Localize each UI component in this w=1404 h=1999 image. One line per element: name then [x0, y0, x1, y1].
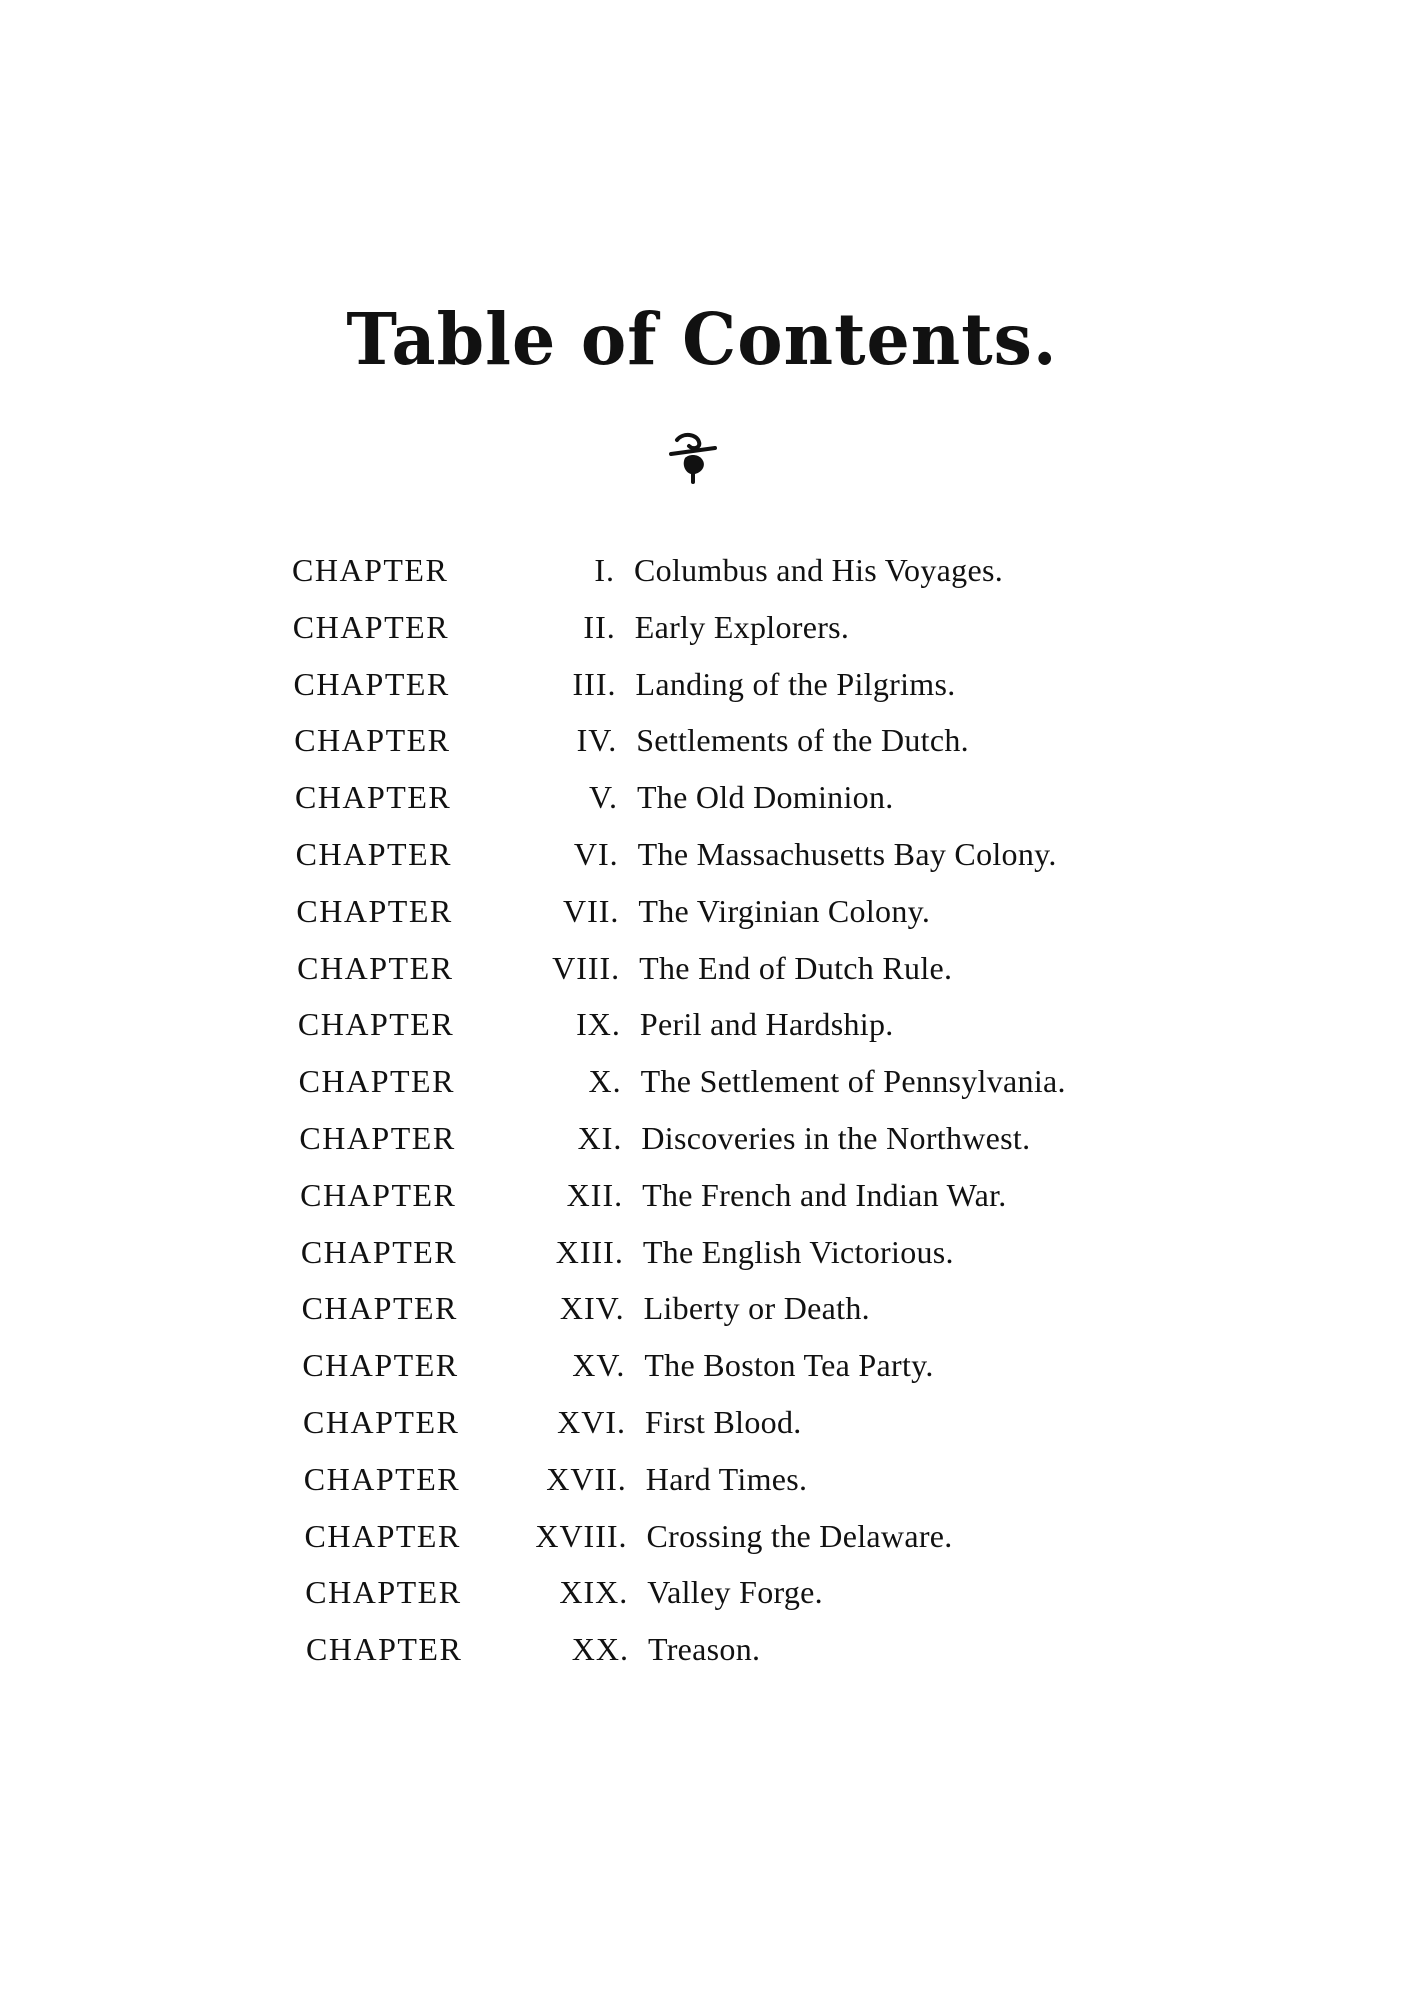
chapter-label: CHAPTER — [304, 1517, 461, 1554]
chapter-label: CHAPTER — [300, 1233, 458, 1270]
chapter-number: IV. — [576, 722, 618, 759]
chapter-number: IX. — [576, 1006, 621, 1043]
toc-entry — [0, 1514, 1404, 1571]
chapter-number: XIX. — [559, 1574, 629, 1611]
table-of-contents — [0, 548, 1404, 1684]
chapter-title: The English Victorious. — [642, 1233, 954, 1270]
chapter-number: XIV. — [559, 1290, 625, 1327]
chapter-number: VII. — [562, 892, 620, 929]
chapter-title: Hard Times. — [645, 1460, 808, 1497]
chapter-number: VIII. — [552, 949, 621, 986]
chapter-title: Liberty or Death. — [643, 1290, 870, 1327]
chapter-label: CHAPTER — [293, 665, 450, 702]
chapter-title: Valley Forge. — [647, 1574, 823, 1611]
toc-entry — [0, 1230, 1404, 1287]
chapter-title: Settlements of the Dutch. — [636, 722, 969, 759]
chapter-label: CHAPTER — [295, 835, 452, 872]
chapter-number: I. — [594, 552, 615, 588]
chapter-title: Peril and Hardship. — [639, 1006, 894, 1043]
toc-entry — [0, 1457, 1404, 1514]
chapter-number: XV. — [572, 1347, 626, 1384]
chapter-title: The Old Dominion. — [636, 779, 894, 816]
chapter-number: XVII. — [546, 1460, 627, 1497]
chapter-label: CHAPTER — [301, 1290, 458, 1327]
chapter-title: Columbus and His Voyages. — [634, 552, 1003, 588]
chapter-label: CHAPTER — [296, 892, 453, 929]
chapter-title: The Virginian Colony. — [638, 892, 931, 929]
chapter-title: The Settlement of Pennsylvania. — [640, 1063, 1066, 1100]
toc-entry — [0, 1570, 1404, 1627]
toc-entry — [0, 718, 1404, 775]
toc-entry — [0, 946, 1404, 1003]
toc-entry — [0, 1002, 1404, 1059]
toc-entry — [0, 605, 1404, 662]
chapter-label: CHAPTER — [303, 1403, 460, 1440]
chapter-label: CHAPTER — [292, 608, 450, 645]
chapter-number: III. — [572, 665, 617, 702]
chapter-number: II. — [583, 608, 616, 645]
chapter-title: Landing of the Pilgrims. — [635, 665, 956, 702]
toc-entry — [0, 662, 1404, 719]
toc-entry — [0, 548, 1404, 605]
chapter-title: The End of Dutch Rule. — [639, 949, 953, 986]
toc-entry — [0, 1173, 1404, 1230]
chapter-label: CHAPTER — [299, 1119, 456, 1156]
toc-entry — [0, 832, 1404, 889]
chapter-number: XX. — [571, 1631, 629, 1668]
chapter-label: CHAPTER — [306, 1631, 463, 1668]
chapter-label: CHAPTER — [297, 949, 454, 986]
chapter-label: CHAPTER — [298, 1063, 455, 1100]
toc-entry — [0, 1286, 1404, 1343]
toc-entry — [0, 1627, 1404, 1684]
chapter-number: XI. — [577, 1119, 623, 1156]
toc-entry — [0, 1116, 1404, 1173]
chapter-label: CHAPTER — [305, 1574, 462, 1611]
chapter-number: XII. — [566, 1176, 624, 1213]
chapter-label: CHAPTER — [300, 1176, 457, 1213]
chapter-title: First Blood. — [645, 1403, 802, 1440]
fleuron-icon — [663, 430, 723, 484]
chapter-number: V. — [588, 779, 618, 816]
toc-entry — [0, 1059, 1404, 1116]
chapter-title: The Massachusetts Bay Colony. — [637, 835, 1057, 872]
chapter-label: CHAPTER — [292, 552, 449, 588]
chapter-number: XIII. — [555, 1233, 624, 1270]
toc-entry — [0, 1400, 1404, 1457]
chapter-title: Discoveries in the Northwest. — [641, 1119, 1031, 1156]
chapter-number: X. — [588, 1063, 622, 1100]
chapter-title: The French and Indian War. — [642, 1176, 1007, 1213]
chapter-number: XVIII. — [535, 1517, 628, 1554]
toc-entry — [0, 775, 1404, 832]
chapter-label: CHAPTER — [302, 1347, 459, 1384]
chapter-label: CHAPTER — [297, 1006, 455, 1043]
chapter-title: Early Explorers. — [634, 608, 850, 645]
chapter-label: CHAPTER — [294, 779, 452, 816]
chapter-number: XVI. — [557, 1403, 627, 1440]
toc-entry — [0, 1343, 1404, 1400]
toc-entry — [0, 889, 1404, 946]
chapter-label: CHAPTER — [294, 722, 451, 759]
chapter-title: The Boston Tea Party. — [644, 1347, 934, 1384]
chapter-title: Treason. — [648, 1631, 761, 1668]
chapter-label: CHAPTER — [303, 1460, 461, 1497]
chapter-number: VI. — [573, 835, 619, 872]
page-title: Table of Contents. — [346, 298, 1058, 382]
chapter-title: Crossing the Delaware. — [646, 1517, 953, 1554]
